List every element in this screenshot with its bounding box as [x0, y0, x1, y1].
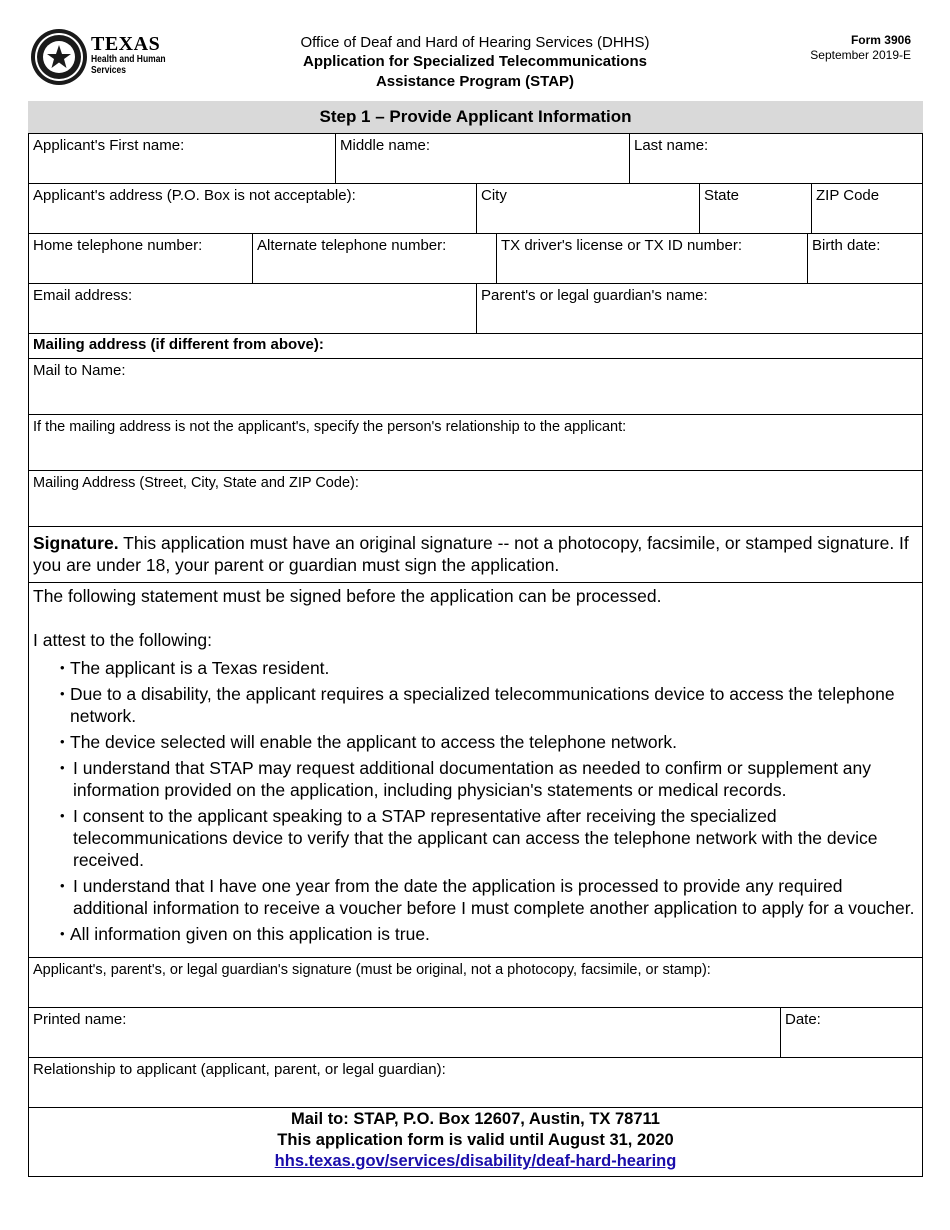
last-name-field[interactable]: Last name: [629, 134, 922, 183]
attestation-item: • Due to a disability, the applicant requires a specialized telecommunications device to access the telephone network. [60, 683, 918, 727]
mailing-heading: Mailing address (if different from above): [33, 336, 324, 353]
application-form [28, 101, 923, 1177]
mailing-footer [29, 1107, 922, 1177]
document-title-line1: Application for Specialized Telecommunications [303, 53, 647, 70]
attestation-row [29, 582, 922, 957]
mail-to-name-field[interactable]: Mail to Name: [33, 362, 126, 379]
step1-heading: Step 1 – Provide Applicant Information [28, 101, 923, 133]
form-number: Form 3906 [850, 33, 911, 47]
document-header [200, 33, 750, 92]
home-phone-field[interactable]: Home telephone number: [33, 237, 203, 254]
office-name: Office of Deaf and Hard of Hearing Services (DHHS) [300, 34, 650, 51]
attestation-item: • I consent to the applicant speaking to a STAP representative after receiving the specialized telecommunications device to verify that the applicant can access the telephone network with the device received. [60, 805, 918, 871]
date-field[interactable]: Date: [780, 1008, 922, 1057]
mail-to-address: Mail to: STAP, P.O. Box 12607, Austin, TX 78711 [291, 1110, 660, 1128]
logo-subtitle-1: Health and Human [91, 54, 166, 65]
mailing-address-field[interactable]: Mailing Address (Street, City, State and ZIP Code): [33, 475, 359, 491]
email-row [29, 283, 922, 333]
signature-field[interactable]: Applicant's, parent's, or legal guardian's signature (must be original, not a photocopy, facsimile, or stamp): [33, 962, 711, 978]
state-field[interactable]: State [699, 184, 811, 233]
phone-row [29, 233, 922, 283]
signature-notice-text: This application must have an original signature -- not a photocopy, facsimile, or stamped signature. If you are under 18, your parent or guardian must sign the application. [33, 533, 909, 575]
form-identifier [810, 33, 911, 63]
first-name-field[interactable]: Applicant's First name: [33, 137, 185, 154]
city-field[interactable]: City [476, 184, 699, 233]
signature-row [29, 957, 922, 1007]
form-date: September 2019-E [810, 48, 911, 62]
guardian-name-field[interactable]: Parent's or legal guardian's name: [476, 284, 922, 333]
mail-relationship-field[interactable]: If the mailing address is not the applicant's, specify the person's relationship to the applicant: [33, 419, 627, 435]
signature-notice-label: Signature. [33, 533, 119, 553]
dhhs-website-link[interactable]: hhs.texas.gov/services/disability/deaf-hard-hearing [274, 1152, 677, 1170]
printed-name-field[interactable]: Printed name: [33, 1011, 127, 1028]
texas-seal-icon [30, 28, 88, 86]
address-field[interactable]: Applicant's address (P.O. Box is not acceptable): [33, 187, 356, 204]
relationship-row [29, 1057, 922, 1107]
attestation-intro: The following statement must be signed before the application can be processed. [33, 586, 662, 606]
attestation-item: • All information given on this application is true. [60, 923, 918, 945]
valid-until: This application form is valid until August 31, 2020 [277, 1131, 674, 1149]
name-row [29, 133, 922, 183]
email-field[interactable]: Email address: [33, 287, 133, 304]
printed-name-row [29, 1007, 922, 1057]
attestation-item: • The applicant is a Texas resident. [60, 657, 918, 679]
tx-id-field[interactable]: TX driver's license or TX ID number: [496, 234, 807, 283]
logo-title: TEXAS [91, 33, 161, 55]
attestation-lead: I attest to the following: [33, 630, 212, 650]
relationship-note-row [29, 414, 922, 470]
alt-phone-field[interactable]: Alternate telephone number: [252, 234, 496, 283]
mail-to-row [29, 358, 922, 414]
attestation-item: • I understand that I have one year from the date the application is processed to provide any required additional information to receive a voucher before I must complete another application to apply for a voucher. [60, 875, 918, 919]
attestation-item: • The device selected will enable the applicant to access the telephone network. [60, 731, 918, 753]
attestation-list [60, 657, 918, 945]
signature-notice [29, 527, 922, 582]
hhs-logo [30, 28, 190, 88]
middle-name-field[interactable]: Middle name: [335, 134, 629, 183]
relationship-field[interactable]: Relationship to applicant (applicant, parent, or legal guardian): [33, 1061, 446, 1078]
zip-field[interactable]: ZIP Code [811, 184, 922, 233]
logo-subtitle-2: Services [91, 65, 126, 76]
address-row [29, 183, 922, 233]
signature-notice-row [29, 526, 922, 582]
document-title-line2: Assistance Program (STAP) [375, 73, 575, 90]
mailing-heading-row [29, 333, 922, 358]
mailing-address-row [29, 470, 922, 526]
attestation-item: • I understand that STAP may request additional documentation as needed to confirm or supplement any information provided on the application, including physician's statements or medical records. [60, 757, 918, 801]
birth-date-field[interactable]: Birth date: [807, 234, 922, 283]
attestation [29, 583, 922, 957]
